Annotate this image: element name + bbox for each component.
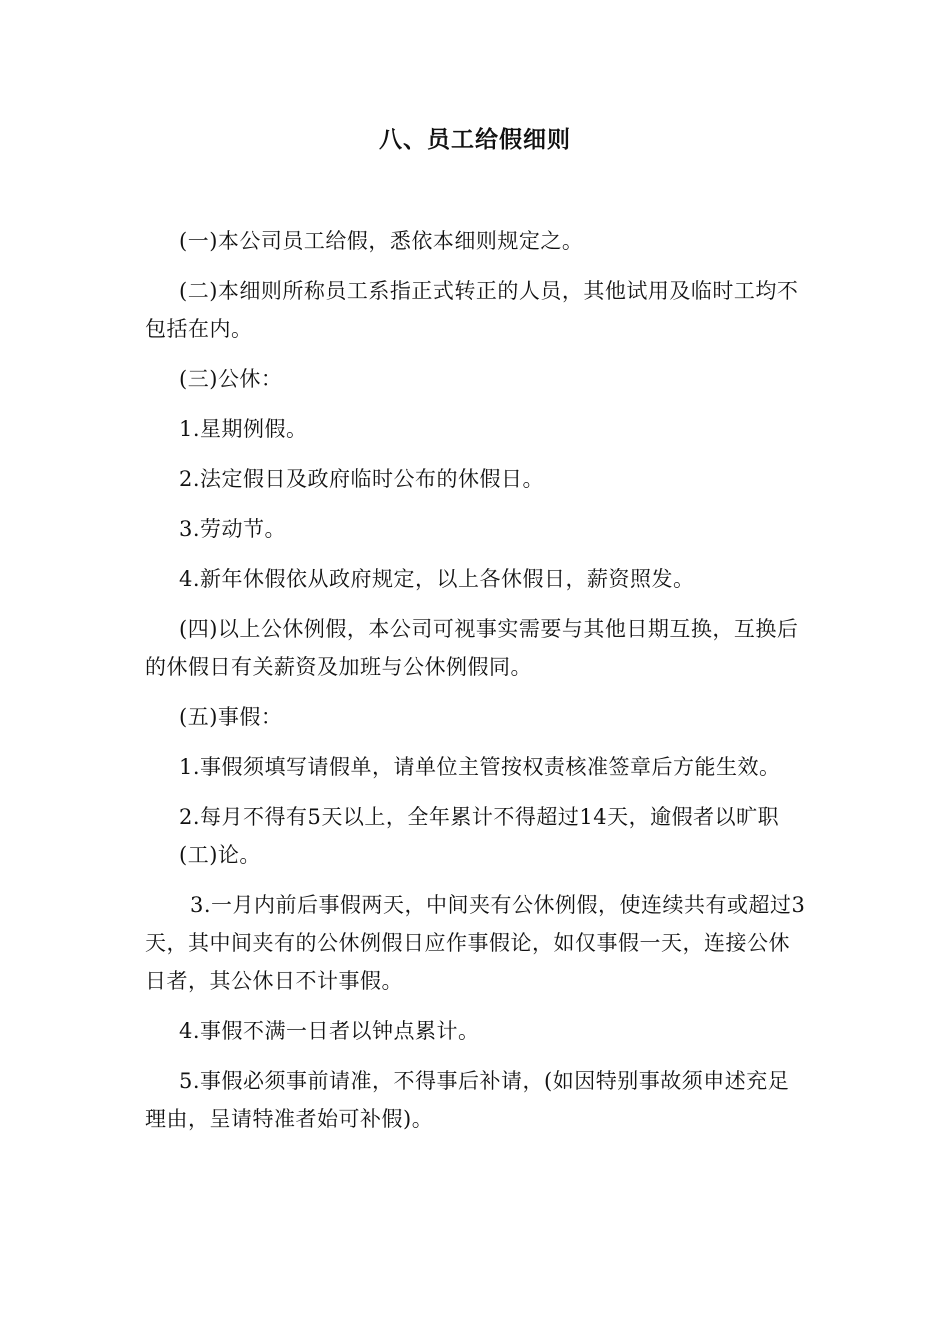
paragraph-8: (四)以上公休例假，本公司可视事实需要与其他日期互换，互换后的休假日有关薪资及加班与公休例假同。 — [145, 617, 799, 679]
paragraph-1: (一)本公司员工给假，悉依本细则规定之。 — [179, 229, 584, 253]
paragraph-10: 1.事假须填写请假单，请单位主管按权责核准签章后方能生效。 — [179, 755, 781, 779]
paragraph-6: 3.劳动节。 — [179, 517, 287, 541]
paragraph-3: (三)公休： — [179, 367, 283, 391]
paragraph-7: 4.新年休假依从政府规定，以上各休假日，薪资照发。 — [179, 567, 695, 591]
paragraph-9: (五)事假： — [179, 705, 283, 729]
paragraph-14: 5.事假必须事前请准，不得事后补请，(如因特别事故须申述充足理由，呈请特准者始可补假)。 — [145, 1069, 790, 1131]
paragraph-13: 4.事假不满一日者以钟点累计。 — [179, 1019, 480, 1043]
paragraph-5: 2.法定假日及政府临时公布的休假日。 — [179, 467, 545, 491]
document-body — [145, 222, 810, 1150]
document-title: 八、员工给假细则 — [379, 127, 571, 153]
paragraph-11: 2.每月不得有5天以上，全年累计不得超过14天，逾假者以旷职(工)论。 — [179, 805, 780, 867]
paragraph-12: 3.一月内前后事假两天，中间夹有公休例假，使连续共有或超过3天，其中间夹有的公休例假日应作事假论，如仅事假一天，连接公休日者，其公休日不计事假。 — [145, 893, 806, 993]
paragraph-4: 1.星期例假。 — [179, 417, 308, 441]
paragraph-2: (二)本细则所称员工系指正式转正的人员，其他试用及临时工均不包括在内。 — [145, 279, 799, 341]
